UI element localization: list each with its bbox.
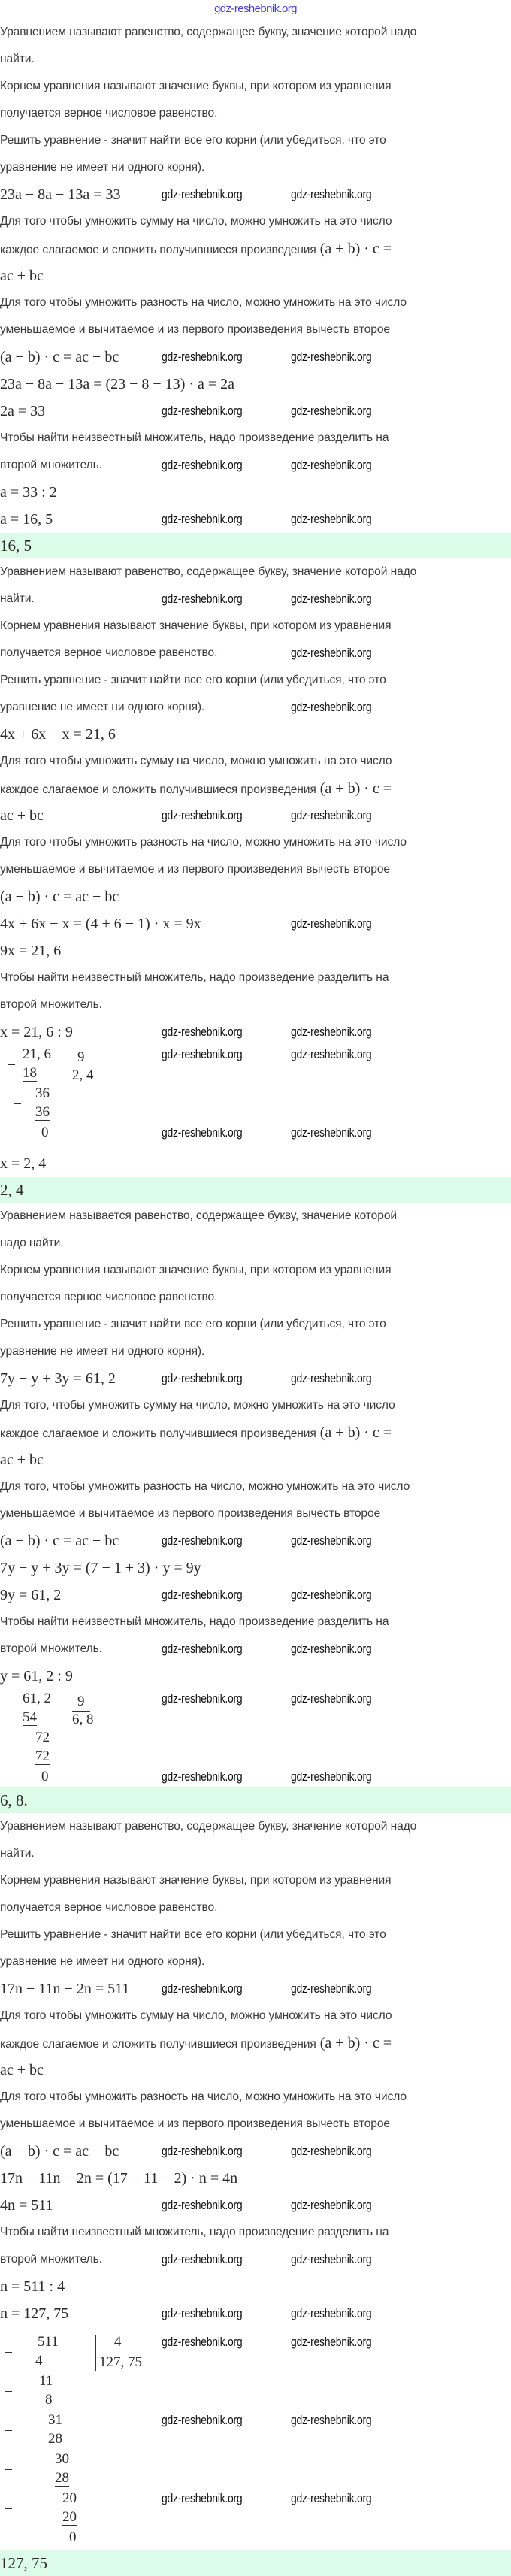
math-formula: 2a = 33 [0,403,46,419]
text-line: второй множитель. [0,2253,102,2266]
division-minuend: 72 [35,1730,50,1745]
text-row [0,262,511,289]
math-formula: (a − b) · c = ac − bc [0,888,119,905]
watermark-text: gdz-reshebnik.org [162,808,243,822]
long-division [0,2327,511,2550]
site-logo-watermark: gdz-reshebnik.org [214,2,297,15]
text-row [0,640,511,667]
text-row [0,829,511,856]
math-formula: x = 21, 6 : 9 [0,1024,73,1040]
watermark-text: gdz-reshebnik.org [162,2413,243,2427]
division-subtrahend: 72 [35,1748,50,1764]
division-subtrahend: 20 [62,2509,77,2525]
watermark-text: gdz-reshebnik.org [162,458,243,472]
text-row [0,1921,511,1948]
watermark-text: gdz-reshebnik.org [162,1533,243,1548]
solution-block [0,19,511,558]
watermark-text: gdz-reshebnik.org [291,1691,372,1706]
text-row [0,558,511,586]
division-divisor: 9 [77,1049,85,1065]
watermark-text: gdz-reshebnik.org [291,2491,372,2505]
division-quotient: 2, 4 [72,1067,94,1083]
text-row [0,1500,511,1527]
watermark-text: gdz-reshebnik.org [291,1371,372,1385]
division-subtrahend: 18 [23,1065,37,1081]
minus-sign [5,2430,12,2431]
text-row [0,1338,511,1365]
text-line: Корнем уравнения называют значение буквы, при котором из уравнения [0,1264,392,1276]
answer-band: 127, 75 [0,2550,511,2576]
text-row [0,2273,511,2300]
watermark-text: gdz-reshebnik.org [291,1769,372,1784]
division-minuend: 61, 2 [23,1691,51,1706]
watermark-text: gdz-reshebnik.org [162,350,243,364]
text-row [0,964,511,991]
watermark-text: gdz-reshebnik.org [162,404,243,418]
text-line: Чтобы найти неизвестный множитель, надо произведение разделить на [0,1615,389,1628]
text-line: Корнем уравнения называют значение буквы, при котором из уравнения [0,619,392,632]
text-line: Чтобы найти неизвестный множитель, надо произведение разделить на [0,431,389,444]
division-subtrahend: 36 [35,1104,50,1120]
watermark-text: gdz-reshebnik.org [291,2306,372,2320]
minus-sign [5,2469,12,2470]
watermark-text: gdz-reshebnik.org [291,1025,372,1039]
text-row [0,100,511,127]
text-row [0,289,511,316]
math-formula: (a − b) · c = ac − bc [0,2143,119,2160]
math-formula: ac + bc [0,807,44,824]
text-line: уравнение не имеет ни одного корня). [0,161,205,174]
math-formula: ac + bc [0,2062,44,2078]
math-formula: 4n = 511 [0,2197,53,2214]
text-row [0,506,511,533]
text-row [0,2057,511,2084]
division-divisor: 9 [77,1694,85,1709]
math-formula: y = 61, 2 : 9 [0,1668,73,1685]
text-row [0,2111,511,2138]
watermark-text: gdz-reshebnik.org [162,187,243,201]
math-formula: (a + b) · c = [319,241,392,257]
text-row [0,1609,511,1636]
text-row [0,1663,511,1690]
text-line: второй множитель. [0,459,102,471]
text-line-with-formula [0,1419,511,1446]
text-line-with-formula [0,2030,511,2057]
solution-block [0,1813,511,2576]
text-line: второй множитель. [0,998,102,1011]
text-row [0,19,511,46]
text-row [0,1554,511,1582]
text-row [0,586,511,613]
text-row [0,2165,511,2192]
watermark-text: gdz-reshebnik.org [291,700,372,714]
text-row [0,2300,511,2327]
text-row [0,910,511,937]
text-row [0,1284,511,1311]
text-line: уменьшаемое и вычитаемое и из первого произведения вычесть второе [0,323,390,336]
watermark-text: gdz-reshebnik.org [291,2144,372,2158]
watermark-text: gdz-reshebnik.org [291,1642,372,1656]
watermark-text: gdz-reshebnik.org [162,2144,243,2158]
minus-sign [5,2508,12,2509]
text-row [0,2084,511,2111]
text-row [0,1527,511,1554]
text-line: уменьшаемое и вычитаемое и из первого произведения вычесть второе [0,2117,390,2130]
watermark-text: gdz-reshebnik.org [291,1981,372,1996]
watermark-text: gdz-reshebnik.org [162,2335,243,2349]
text-row [0,1150,511,1177]
text-row [0,208,511,235]
text-line: найти. [0,53,35,65]
text-row [0,694,511,721]
watermark-text: gdz-reshebnik.org [291,1125,372,1140]
math-formula: 7y − y + 3y = (7 − 1 + 3) · y = 9y [0,1560,201,1576]
watermark-text: gdz-reshebnik.org [162,1691,243,1706]
text-row [0,1894,511,1921]
math-formula: x = 2, 4 [0,1155,47,1172]
text-row [0,479,511,506]
watermark-text: gdz-reshebnik.org [291,808,372,822]
text-row [0,2138,511,2165]
solutions-content [0,19,511,2576]
text-row [0,856,511,883]
answer-band: 16, 5 [0,533,511,558]
text-row [0,1203,511,1230]
division-quotient: 6, 8 [72,1712,94,1727]
math-formula: (a + b) · c = [319,780,392,797]
text-row [0,1392,511,1419]
watermark-text: gdz-reshebnik.org [162,1769,243,1784]
text-row [0,398,511,425]
math-formula: (a + b) · c = [319,2035,392,2051]
text-row [0,181,511,208]
text-row [0,2219,511,2246]
division-subtrahend: 28 [55,2470,69,2486]
math-formula: ac + bc [0,268,44,284]
text-row [0,1257,511,1284]
answer-band: 2, 4 [0,1177,511,1203]
text-line: Решить уравнение - значит найти все его корни (или убедиться, что это [0,134,386,147]
math-formula: n = 511 : 4 [0,2278,65,2295]
text-line: получается верное числовое равенство. [0,1291,218,1303]
watermark-text: gdz-reshebnik.org [291,350,372,364]
text-line: Для того чтобы умножить разность на число, можно умножить на это число [0,296,407,309]
text-line: Для того, чтобы умножить разность на число, можно умножить на это число [0,1480,410,1493]
minus-sign [5,2391,12,2392]
division-minuend: 30 [55,2451,69,2467]
division-subtrahend: 28 [48,2431,62,2447]
text-row [0,1230,511,1257]
text-line: Для того, чтобы умножить сумму на число, можно умножить на это число [0,1399,395,1412]
watermark-text: gdz-reshebnik.org [162,2491,243,2505]
text-line: Корнем уравнения называют значение буквы, при котором из уравнения [0,80,392,92]
watermark-text: gdz-reshebnik.org [162,2306,243,2320]
text-row [0,1840,511,1867]
text-row [0,2192,511,2219]
text-row [0,1948,511,1975]
math-formula: 17n − 11n − 2n = 511 [0,1981,130,1997]
watermark-text: gdz-reshebnik.org [162,512,243,526]
watermark-text: gdz-reshebnik.org [291,458,372,472]
text-line: найти. [0,592,35,605]
text-row [0,1867,511,1894]
answer-band: 6, 8. [0,1787,511,1813]
division-quotient: 127, 75 [99,2354,142,2370]
text-row [0,1019,511,1046]
watermark-text: gdz-reshebnik.org [291,646,372,660]
division-subtrahend: 54 [23,1709,37,1725]
division-minuend: 31 [48,2412,62,2428]
text-row [0,154,511,181]
watermark-text: gdz-reshebnik.org [162,1371,243,1385]
text-row [0,371,511,398]
text-line: Для того чтобы умножить сумму на число, можно умножить на это число [0,755,392,767]
division-remainder: 0 [69,2529,77,2545]
math-formula: 23a − 8a − 13a = 33 [0,186,121,203]
text-fragment: каждое слагаемое и сложить получившиеся произведения [0,1427,316,1440]
watermark-text: gdz-reshebnik.org [291,2198,372,2212]
math-formula: (a − b) · c = ac − bc [0,349,119,365]
watermark-text: gdz-reshebnik.org [162,1047,243,1061]
division-minuend: 511 [38,2334,59,2350]
text-fragment: каждое слагаемое и сложить получившиеся произведения [0,244,316,256]
text-line: Решить уравнение - значит найти все его корни (или убедиться, что это [0,674,386,686]
division-minuend: 20 [62,2490,77,2506]
text-line: Для того чтобы умножить сумму на число, можно умножить на это число [0,2009,392,2022]
text-line: получается верное числовое равенство. [0,107,218,120]
text-row [0,73,511,100]
math-formula: a = 33 : 2 [0,484,57,501]
solution-block [0,558,511,1203]
division-divisor: 4 [114,2334,122,2350]
text-line: Для того чтобы умножить разность на число, можно умножить на это число [0,836,407,849]
minus-sign [8,1064,15,1065]
minus-sign [5,2352,12,2353]
text-line: Уравнением называют равенство, содержащее букву, значение которой надо [0,26,417,38]
text-row [0,991,511,1019]
watermark-text: gdz-reshebnik.org [162,592,243,606]
text-row [0,1365,511,1392]
division-minuend: 11 [39,2373,53,2389]
watermark-text: gdz-reshebnik.org [291,2335,372,2349]
text-row [0,2002,511,2030]
text-row [0,316,511,344]
watermark-text: gdz-reshebnik.org [291,2252,372,2266]
math-formula: 9y = 61, 2 [0,1587,62,1603]
text-row [0,127,511,154]
text-line: уравнение не имеет ни одного корня). [0,1955,205,1968]
text-row [0,613,511,640]
watermark-text: gdz-reshebnik.org [291,1047,372,1061]
text-row [0,452,511,479]
text-line: найти. [0,1847,35,1860]
text-row [0,2246,511,2273]
text-row [0,1582,511,1609]
text-row [0,1446,511,1473]
text-line: Чтобы найти неизвестный множитель, надо произведение разделить на [0,971,389,984]
watermark-text: gdz-reshebnik.org [162,1125,243,1140]
long-division [0,1046,511,1150]
watermark-text: gdz-reshebnik.org [291,2413,372,2427]
watermark-text: gdz-reshebnik.org [291,512,372,526]
watermark-text: gdz-reshebnik.org [162,1025,243,1039]
text-line: получается верное числовое равенство. [0,646,218,659]
text-line-with-formula [0,775,511,802]
text-row [0,883,511,910]
math-formula: 4x + 6x − x = 21, 6 [0,726,116,743]
text-line: уравнение не имеет ни одного корня). [0,1345,205,1358]
division-minuend: 36 [35,1085,50,1101]
text-row [0,667,511,694]
text-row [0,344,511,371]
division-subtrahend: 4 [35,2353,43,2369]
division-subtrahend: 8 [45,2392,53,2408]
minus-sign [14,1103,21,1104]
math-formula: (a − b) · c = ac − bc [0,1533,119,1549]
text-line: получается верное числовое равенство. [0,1901,218,1914]
text-line: Решить уравнение - значит найти все его корни (или убедиться, что это [0,1928,386,1941]
text-line: Для того чтобы умножить сумму на число, можно умножить на это число [0,215,392,228]
division-bar [95,2335,96,2371]
text-row [0,937,511,964]
watermark-text: gdz-reshebnik.org [162,1588,243,1602]
text-row [0,1311,511,1338]
math-formula: n = 127, 75 [0,2305,69,2322]
division-remainder: 0 [41,1125,49,1140]
text-line: Корнем уравнения называют значение буквы, при котором из уравнения [0,1874,392,1887]
watermark-text: gdz-reshebnik.org [291,916,372,931]
watermark-text: gdz-reshebnik.org [162,2198,243,2212]
text-fragment: каждое слагаемое и сложить получившиеся произведения [0,2038,316,2051]
math-formula: (a + b) · c = [319,1424,392,1441]
watermark-text: gdz-reshebnik.org [162,1981,243,1996]
solution-block [0,1203,511,1813]
division-remainder: 0 [41,1769,49,1784]
text-row [0,1473,511,1500]
text-row [0,721,511,748]
text-row [0,1636,511,1663]
math-formula: 23a − 8a − 13a = (23 − 8 − 13) · a = 2a [0,376,235,392]
math-formula: 9x = 21, 6 [0,943,62,959]
text-row [0,46,511,73]
math-formula: ac + bc [0,1451,44,1468]
watermark-text: gdz-reshebnik.org [291,1533,372,1548]
text-line: надо найти. [0,1237,64,1249]
text-line: уменьшаемое и вычитаемое из первого произведения вычесть второе [0,1507,381,1520]
text-line: Чтобы найти неизвестный множитель, надо произведение разделить на [0,2226,389,2238]
math-formula: 4x + 6x − x = (4 + 6 − 1) · x = 9x [0,916,201,932]
text-row [0,1813,511,1840]
math-formula: 17n − 11n − 2n = (17 − 11 − 2) · n = 4n [0,2170,238,2187]
math-formula: 7y − y + 3y = 61, 2 [0,1370,116,1387]
watermark-text: gdz-reshebnik.org [162,2252,243,2266]
watermark-text: gdz-reshebnik.org [291,187,372,201]
text-line: Решить уравнение - значит найти все его корни (или убедиться, что это [0,1318,386,1330]
division-minuend: 21, 6 [23,1046,51,1062]
watermark-text: gdz-reshebnik.org [291,404,372,418]
watermark-text: gdz-reshebnik.org [291,592,372,606]
text-line: уменьшаемое и вычитаемое и из первого произведения вычесть второе [0,863,390,876]
math-formula: a = 16, 5 [0,511,53,528]
watermark-text: gdz-reshebnik.org [162,1642,243,1656]
text-fragment: каждое слагаемое и сложить получившиеся произведения [0,783,316,796]
text-row [0,748,511,775]
text-line: уравнение не имеет ни одного корня). [0,701,205,713]
watermark-text: gdz-reshebnik.org [291,1588,372,1602]
text-line: Уравнением называют равенство, содержащее букву, значение которой надо [0,1820,417,1833]
long-division [0,1690,511,1787]
text-row [0,802,511,829]
text-line: Для того чтобы умножить разность на число, можно умножить на это число [0,2090,407,2103]
text-line: Уравнением называют равенство, содержащее букву, значение которой надо [0,565,417,578]
text-line: Уравнением называется равенство, содержащее букву, значение которой [0,1209,398,1222]
text-row [0,1975,511,2002]
text-line: второй множитель. [0,1642,102,1655]
text-row [0,425,511,452]
text-line-with-formula [0,235,511,262]
